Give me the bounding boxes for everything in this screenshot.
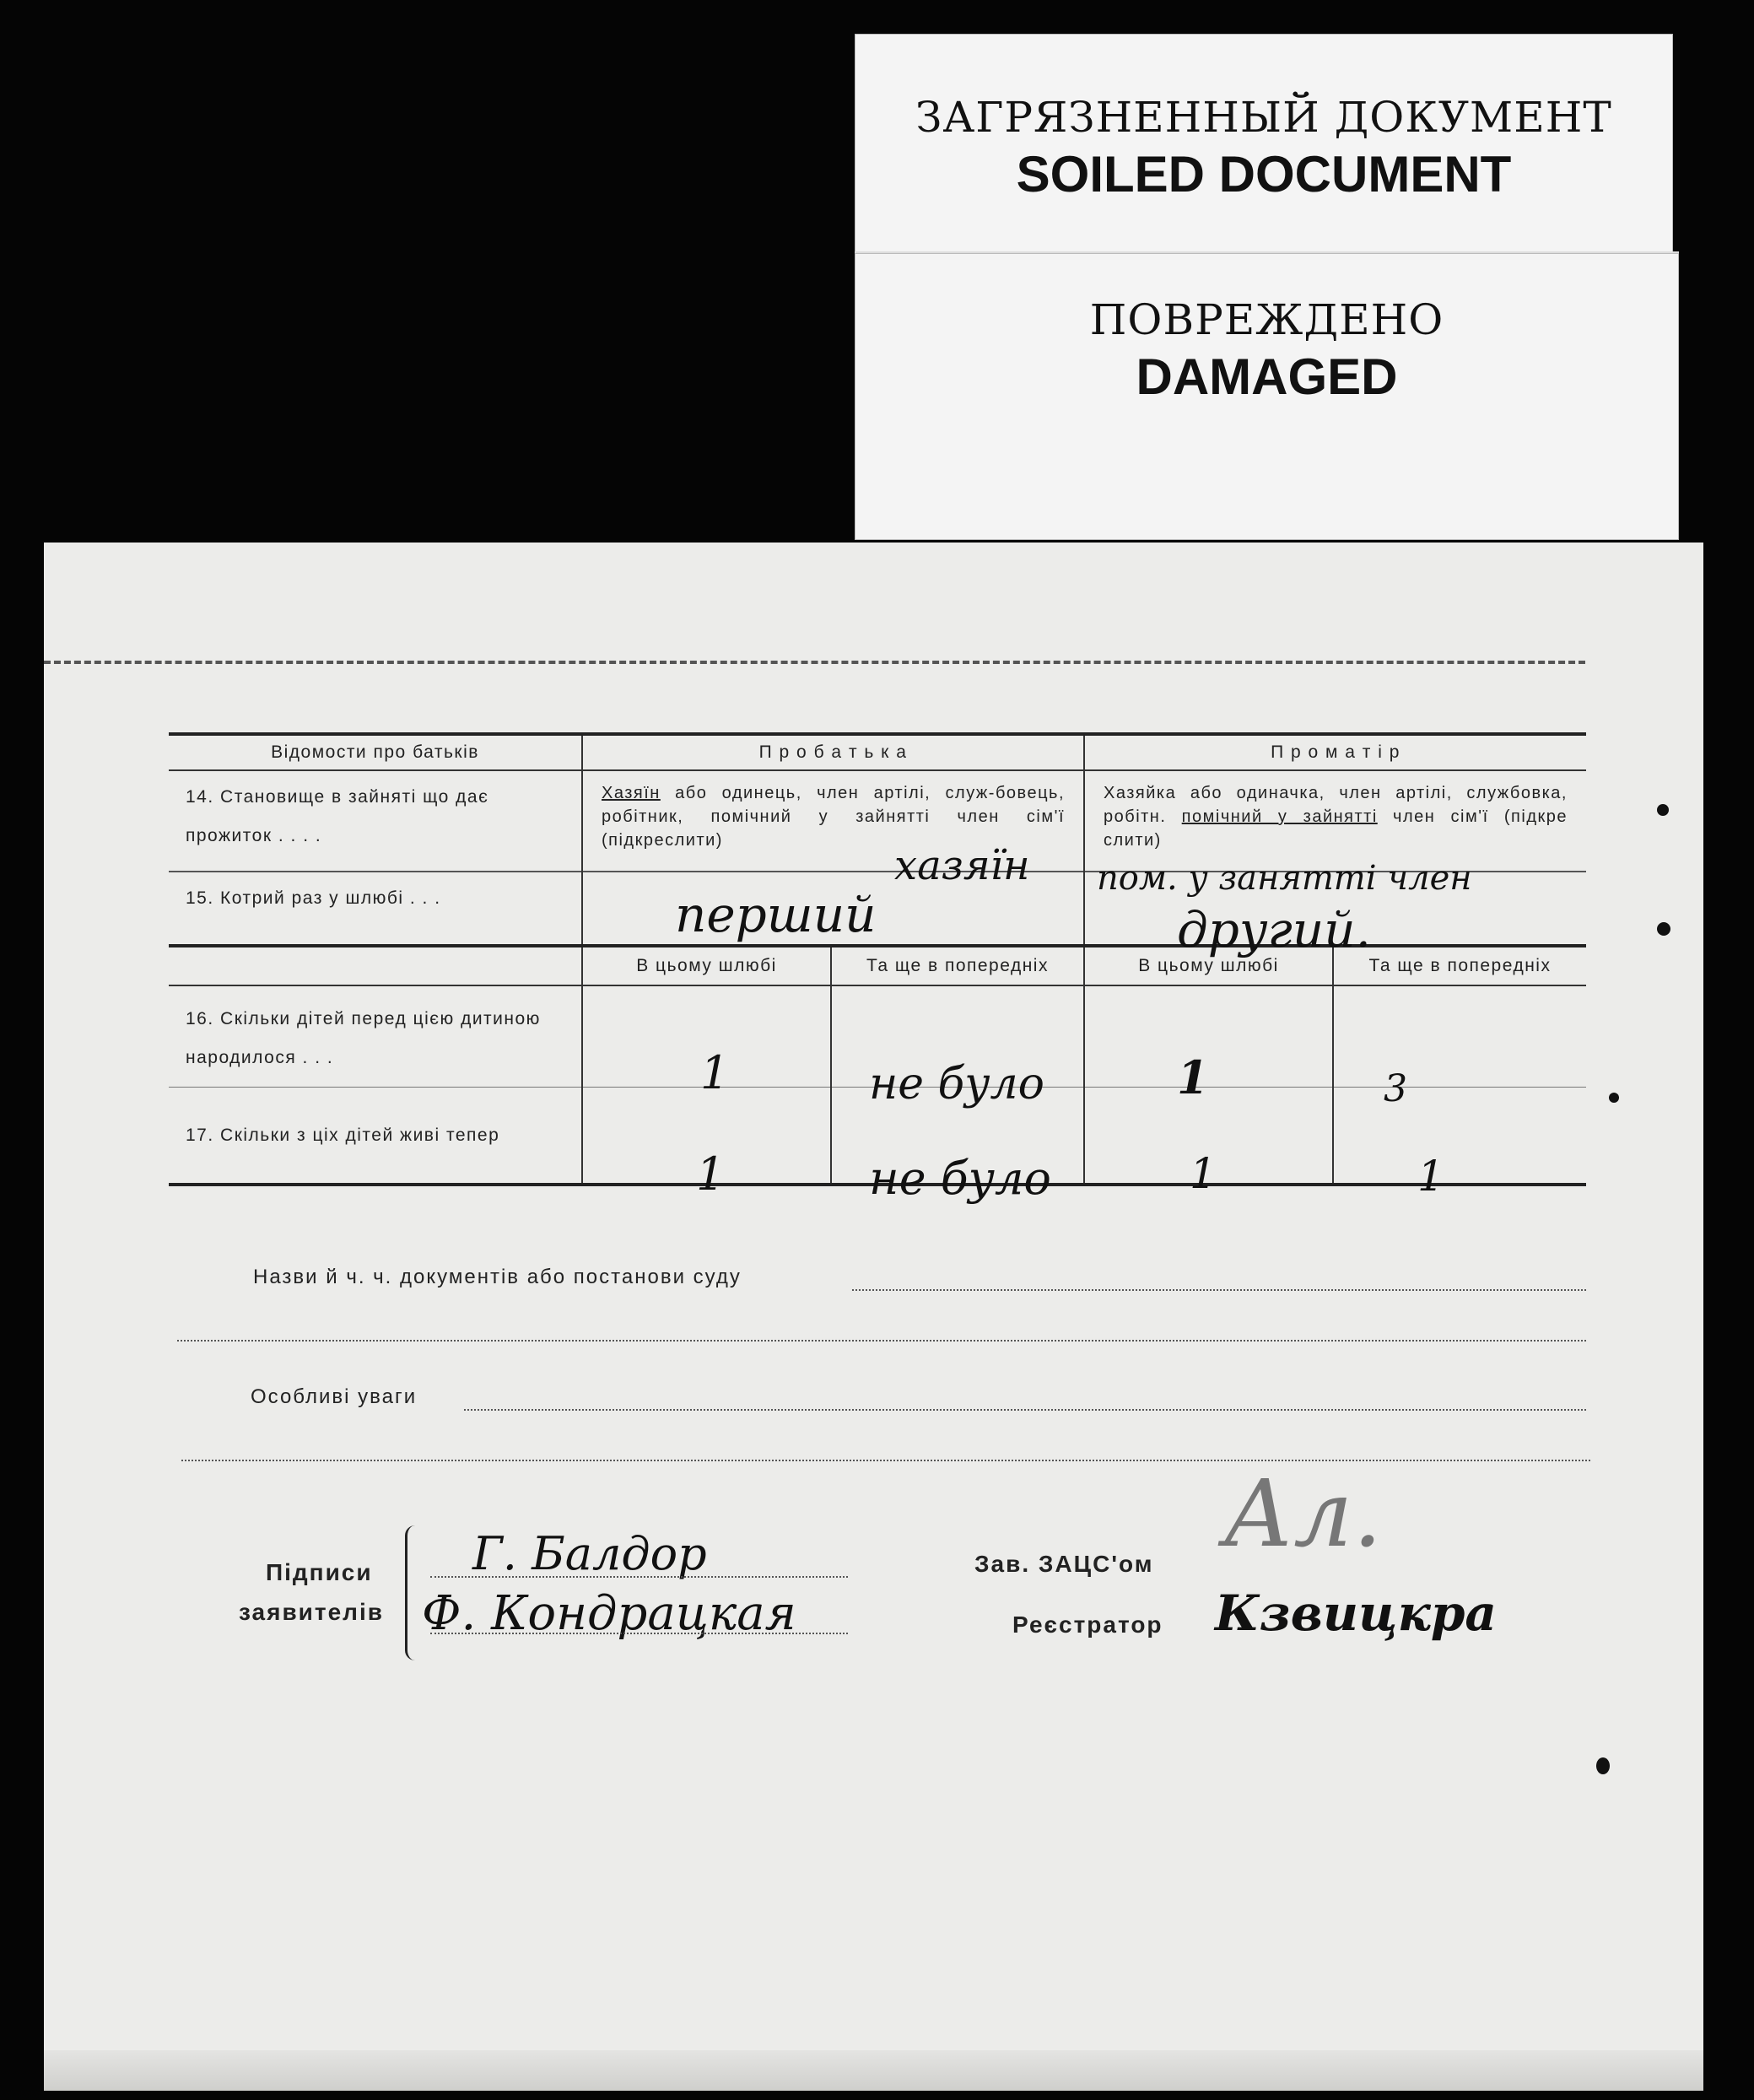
- documents-line-2: [177, 1340, 1586, 1342]
- damage-spot: [1596, 1757, 1610, 1774]
- applicant-1-line: [430, 1576, 848, 1578]
- q15-label: 15. Котрий раз у шлюбі . . .: [186, 888, 441, 908]
- q17-label: 17. Скільки з ціх дітей живі тепер: [186, 1125, 500, 1145]
- header-father: П р о б а т ь к а: [582, 734, 1084, 770]
- applicant-1-signature: Г. Балдор: [472, 1527, 707, 1580]
- q14-label: 14. Становище в зайняті що дає прожиток . . . .: [186, 787, 489, 845]
- q15-father-handwritten: перший: [675, 886, 877, 943]
- damaged-label-ru: ПОВРЕЖДЕНО: [1089, 295, 1444, 344]
- q14-mother-options: [1084, 770, 1586, 872]
- sheet-bottom-edge: [44, 2050, 1703, 2091]
- q17-value-mother-this: 1: [1190, 1149, 1217, 1198]
- soiled-label-ru: ЗАГРЯЗНЕННЫЙ ДОКУМЕНТ: [915, 93, 1612, 142]
- q16-value-mother-this: 1: [1177, 1050, 1209, 1104]
- q14-father-options-text: або одинець, член артілі, служ-бовець, робітник, помічний у зайнятті член сім'ї (підкреслити): [602, 784, 1066, 850]
- q14-mother-options-b: член сім'ї (підкре слити): [1104, 807, 1568, 850]
- q16-mother-prev: [1333, 985, 1586, 1087]
- applicant-2-signature: Ф. Кондрацкая: [422, 1586, 796, 1641]
- soiled-document-card: [855, 34, 1673, 253]
- header-parents-info: Відомости про батьків: [271, 742, 479, 762]
- q16-value-father-this: 1: [700, 1046, 730, 1099]
- registrar-label: Реєстратор: [1012, 1611, 1163, 1638]
- damage-spot: [1657, 922, 1670, 936]
- perforation-line: [44, 661, 1585, 664]
- subheader-father-this: В цьому шлюбі: [582, 946, 831, 985]
- damaged-label-en: DAMAGED: [1136, 348, 1398, 405]
- q17-mother-prev: [1333, 1087, 1586, 1185]
- damage-spot: [1609, 1093, 1619, 1103]
- subheader-blank: [169, 946, 582, 985]
- applicants-brace: [405, 1525, 423, 1660]
- parents-table: [169, 732, 1586, 1186]
- subheader-mother-previous: Та ще в попередніх: [1333, 946, 1586, 985]
- damage-spot: [1657, 804, 1669, 816]
- registrar-signature: Кзвицкра: [1215, 1584, 1498, 1642]
- notes-label: Особливі уваги: [251, 1385, 418, 1408]
- notes-line-1: [464, 1409, 1586, 1411]
- q14-father-handwritten: хазяїн: [894, 842, 1030, 889]
- q14-mother-selected: помічний у зайнятті: [1181, 807, 1378, 826]
- damaged-document-card: [855, 251, 1679, 540]
- soiled-label-en: SOILED DOCUMENT: [1016, 146, 1512, 202]
- applicant-2-line: [430, 1633, 848, 1634]
- q15-mother-handwritten: другий.: [1177, 901, 1371, 958]
- q17-value-mother-prev: 1: [1417, 1152, 1444, 1201]
- q14-mother-handwritten: пом. у заняттi член: [1097, 859, 1472, 898]
- head-label: Зав. ЗАЦС'ом: [974, 1551, 1154, 1577]
- subheader-father-previous: Та ще в попередніх: [831, 946, 1084, 985]
- applicants-label-2: заявителів: [239, 1599, 384, 1625]
- q17-value-father-prev: не було: [869, 1152, 1051, 1205]
- header-mother: П р о м а т і р: [1084, 734, 1586, 770]
- q14-father-selected: Хазяїн: [602, 784, 661, 802]
- q16-value-mother-prev: 3: [1384, 1067, 1407, 1110]
- documents-line-1: [852, 1289, 1586, 1291]
- q16-value-father-prev: не було: [869, 1059, 1044, 1109]
- q16-label: 16. Скільки дітей перед цією дитиною народилося . . .: [186, 1009, 541, 1067]
- q14-mother-options-a: Хазяйка або одиначка, член артілі, службовка, робітн.: [1104, 784, 1568, 826]
- head-signature: Ал.: [1223, 1460, 1383, 1568]
- q17-value-father-this: 1: [696, 1147, 726, 1201]
- documents-label: Назви й ч. ч. документів або постанови суду: [253, 1266, 742, 1288]
- subheader-mother-this: В цьому шлюбі: [1084, 946, 1333, 985]
- applicants-label-1: Підписи: [266, 1559, 373, 1585]
